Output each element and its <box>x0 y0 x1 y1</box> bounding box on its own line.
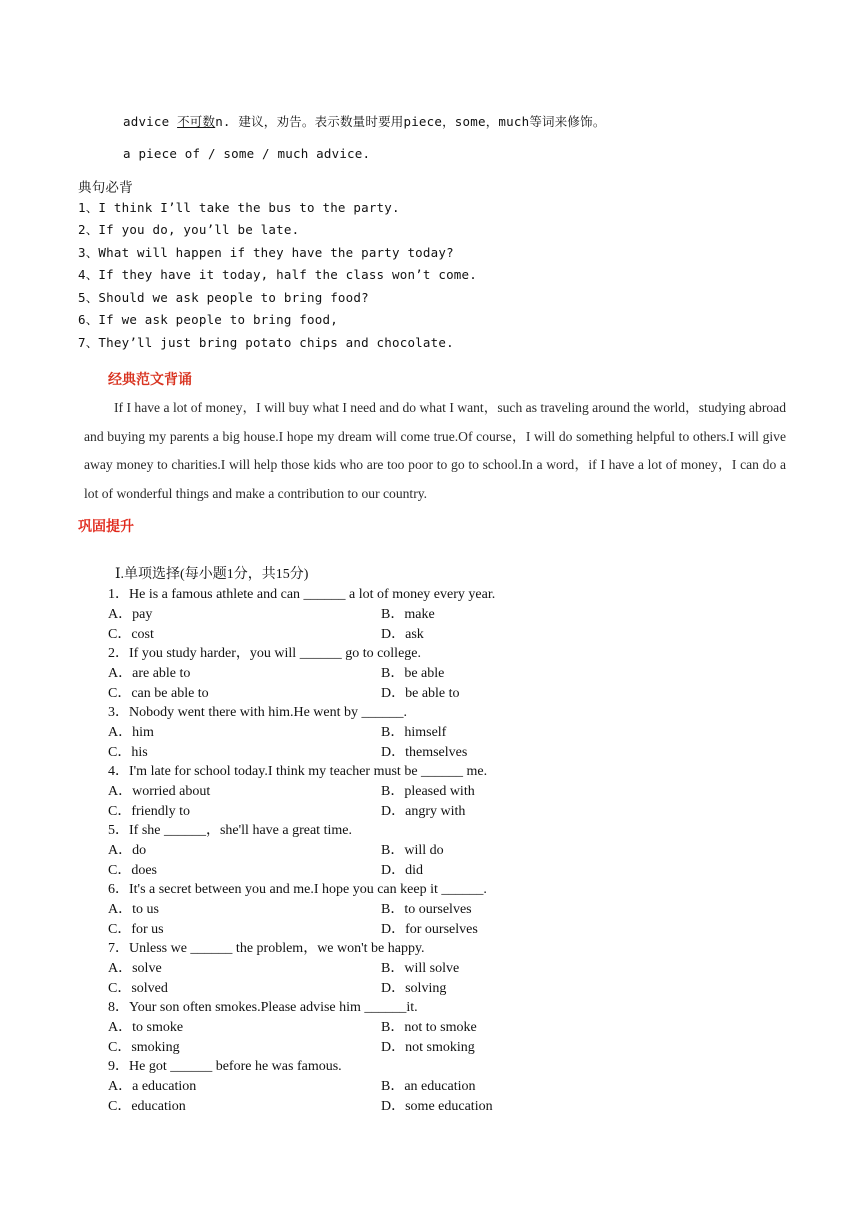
q1-option-c[interactable]: C．cost <box>108 627 154 642</box>
q3-option-c[interactable]: C．his <box>108 745 148 760</box>
q9-option-d[interactable]: D．some education <box>381 1099 493 1114</box>
q1-option-a[interactable]: A．pay <box>108 607 153 622</box>
question-1: 1．He is a famous athlete and can ______ a lot of money every year. <box>108 587 496 602</box>
q7-option-a[interactable]: A．solve <box>108 961 162 976</box>
q6-option-b[interactable]: B．to ourselves <box>381 902 472 917</box>
q3-option-b[interactable]: B．himself <box>381 725 447 740</box>
q2-option-b[interactable]: B．be able <box>381 666 445 681</box>
q6-option-d[interactable]: D．for ourselves <box>381 922 478 937</box>
vocab-definition: n. 建议，劝告。表示数量时要用piece，some，much等词来修饰。 <box>215 114 606 129</box>
q2-option-c[interactable]: C．can be able to <box>108 686 209 701</box>
sentence-item: 4、If they have it today, half the class won’t come. <box>78 267 477 282</box>
q8-option-b[interactable]: B．not to smoke <box>381 1020 477 1035</box>
q3-option-a[interactable]: A．him <box>108 725 154 740</box>
q1-option-b[interactable]: B．make <box>381 607 435 622</box>
q4-option-a[interactable]: A．worried about <box>108 784 211 799</box>
essay-text: If I have a lot of money，I will buy what I need and do what I want，such as traveling around the world，studying abroad and buying my parents a big house.I hope my dream will come true.Of course，I will do something helpful to others.I will give away money to charities.I will help those kids who are too poor to go to school.In a word，if I have a lot of money，I can do a lot of wonderful things and make a contribution to our country. <box>84 400 786 501</box>
q5-option-d[interactable]: D．did <box>381 863 423 878</box>
q7-option-c[interactable]: C．solved <box>108 981 168 996</box>
q4-option-b[interactable]: B．pleased with <box>381 784 475 799</box>
essay-body <box>84 394 786 508</box>
sentence-item: 6、If we ask people to bring food, <box>78 312 338 327</box>
q6-option-c[interactable]: C．for us <box>108 922 164 937</box>
q4-option-d[interactable]: D．angry with <box>381 804 466 819</box>
q4-option-c[interactable]: C．friendly to <box>108 804 191 819</box>
question-8: 8．Your son often smokes.Please advise him ______it. <box>108 1000 418 1015</box>
vocab-line <box>123 112 606 130</box>
q7-option-b[interactable]: B．will solve <box>381 961 460 976</box>
sentences-title: 典句必背 <box>78 180 133 196</box>
sentence-item: 1、I think I’ll take the bus to the party. <box>78 200 400 215</box>
question-3: 3．Nobody went there with him.He went by ______. <box>108 705 408 720</box>
sentence-item: 2、If you do, you’ll be late. <box>78 222 300 237</box>
q8-option-c[interactable]: C．smoking <box>108 1040 180 1055</box>
q9-option-c[interactable]: C．education <box>108 1099 186 1114</box>
question-9: 9．He got ______ before he was famous. <box>108 1059 342 1074</box>
sentence-item: 5、Should we ask people to bring food? <box>78 290 369 305</box>
q8-option-d[interactable]: D．not smoking <box>381 1040 475 1055</box>
question-4: 4．I'm late for school today.I think my teacher must be ______ me. <box>108 764 488 779</box>
q9-option-b[interactable]: B．an education <box>381 1079 476 1094</box>
q1-option-d[interactable]: D．ask <box>381 627 424 642</box>
q3-option-d[interactable]: D．themselves <box>381 745 468 760</box>
q9-option-a[interactable]: A．a education <box>108 1079 197 1094</box>
vocab-underlined: 不可数 <box>177 114 216 129</box>
q6-option-a[interactable]: A．to us <box>108 902 159 917</box>
q2-option-a[interactable]: A．are able to <box>108 666 191 681</box>
section-heading: Ⅰ.单项选择(每小题1分，共15分) <box>115 567 309 582</box>
q5-option-a[interactable]: A．do <box>108 843 147 858</box>
question-7: 7．Unless we ______ the problem，we won't be happy. <box>108 941 425 956</box>
sentence-item: 7、They’ll just bring potato chips and chocolate. <box>78 335 454 350</box>
q8-option-a[interactable]: A．to smoke <box>108 1020 184 1035</box>
question-6: 6．It's a secret between you and me.I hope you can keep it ______. <box>108 882 487 897</box>
q7-option-d[interactable]: D．solving <box>381 981 447 996</box>
sentence-item: 3、What will happen if they have the party today? <box>78 245 454 260</box>
q5-option-c[interactable]: C．does <box>108 863 157 878</box>
q5-option-b[interactable]: B．will do <box>381 843 444 858</box>
vocab-example: a piece of / some / much advice. <box>123 146 371 161</box>
q2-option-d[interactable]: D．be able to <box>381 686 460 701</box>
essay-title: 经典范文背诵 <box>108 371 192 387</box>
vocab-word: advice <box>123 114 170 129</box>
practice-title: 巩固提升 <box>78 518 134 534</box>
question-5: 5．If she ______，she'll have a great time. <box>108 823 352 838</box>
question-2: 2．If you study harder，you will ______ go to college. <box>108 646 422 661</box>
